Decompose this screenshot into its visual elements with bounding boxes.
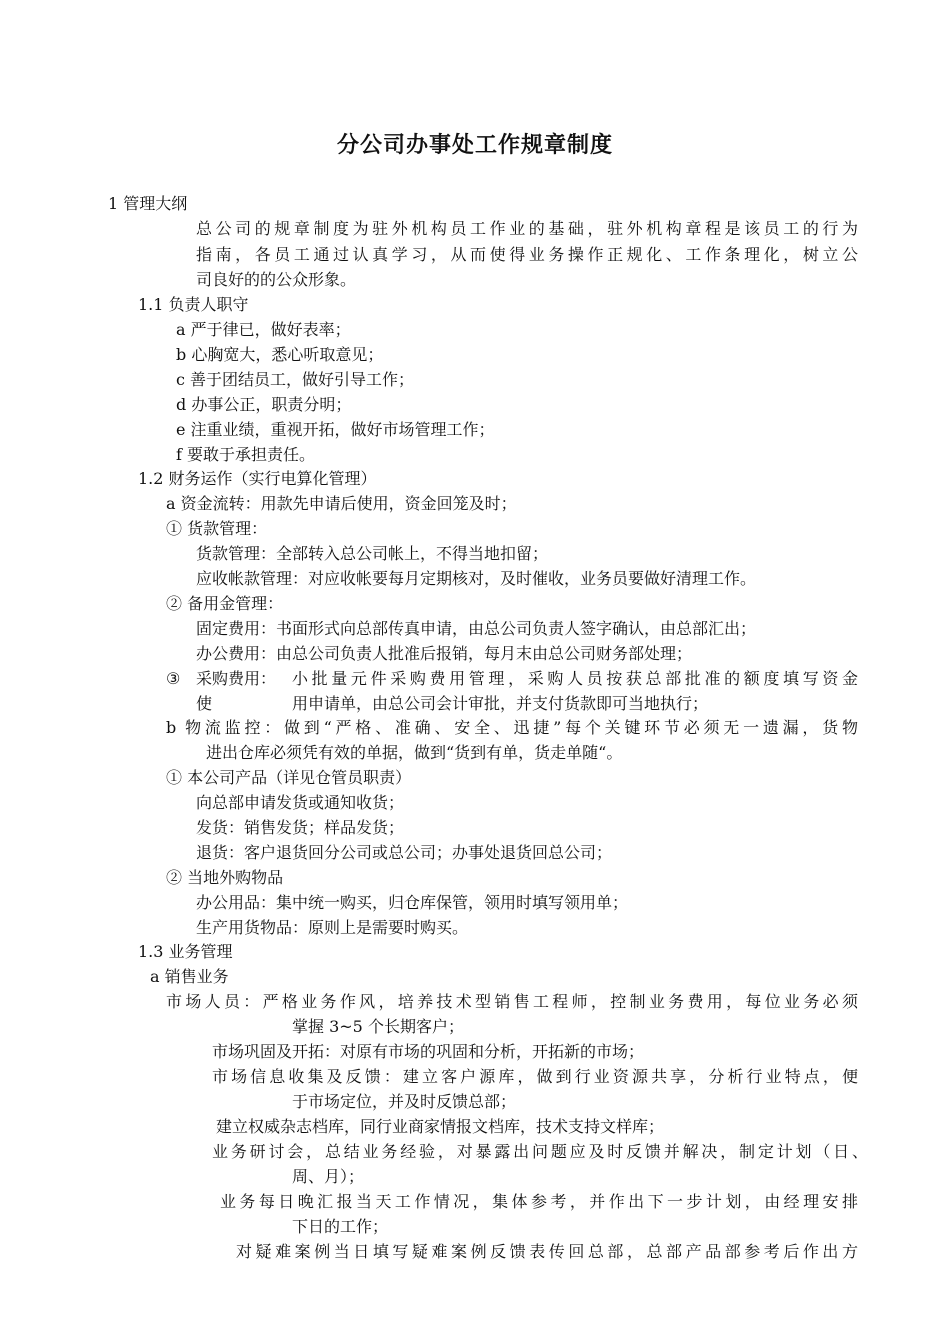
payment-mgmt-line-1: 货款管理：全部转入总公司帐上，不得当地扣留； — [196, 544, 549, 563]
sales-line-4: 市场信息收集及反馈：建立客户源库，做到行业资源共享，分析行业特点，便 — [212, 1067, 858, 1086]
reserve-fund-line-2: 办公费用：由总公司负责人批准后报销，每月末由总公司财务部处理； — [196, 644, 693, 663]
document-title: 分公司办事处工作规章制度 — [336, 132, 613, 158]
sales-line-10: 下日的工作； — [292, 1217, 389, 1236]
duty-item-a: a 严于律已，做好表率； — [176, 320, 351, 339]
intro-line-1: 总公司的规章制度为驻外机构员工作业的基础，驻外机构章程是该员工的行为 — [196, 219, 858, 238]
sales-line-2: 掌握 3~5 个长期客户； — [292, 1017, 464, 1036]
section-1-3-heading: 1.3 业务管理 — [138, 942, 233, 961]
duty-item-f: f 要敢于承担责任。 — [176, 445, 316, 464]
finance-item-a: a 资金流转：用款先申请后使用，资金回笼及时； — [166, 494, 517, 513]
own-products-line-1: 向总部申请发货或通知收货； — [196, 793, 405, 812]
purchase-label: 采购费用： — [196, 669, 277, 688]
section-1-heading: 1 管理大纲 — [108, 194, 188, 213]
duty-item-d: d 办事公正，职责分明； — [176, 395, 352, 414]
local-purchase-line-1: 办公用品：集中统一购买，归仓库保管，领用时填写领用单； — [196, 893, 629, 912]
purchase-line-1: 小批量元件采购费用管理，采购人员按获总部批准的额度填写资金 — [292, 669, 858, 688]
own-products-label: ① 本公司产品（详见仓管员职责） — [166, 768, 412, 787]
sales-item-a: a 销售业务 — [150, 967, 229, 986]
own-products-line-2: 发货：销售发货；样品发货； — [196, 818, 405, 837]
intro-line-2: 指南，各员工通过认真学习，从而使得业务操作正规化、工作条理化，树立公 — [196, 245, 858, 264]
intro-line-3: 司良好的的公众形象。 — [196, 270, 357, 289]
duty-item-b: b 心胸宽大，悉心听取意见； — [176, 345, 384, 364]
sales-line-3: 市场巩固及开拓：对原有市场的巩固和分析，开拓新的市场； — [212, 1042, 645, 1061]
local-purchase-label: ② 当地外购物品 — [166, 868, 284, 887]
duty-item-c: c 善于团结员工，做好引导工作； — [176, 370, 415, 389]
reserve-fund-line-1: 固定费用：书面形式向总部传真申请，由总公司负责人签字确认，由总部汇出； — [196, 619, 757, 638]
reserve-fund-label: ② 备用金管理： — [166, 594, 284, 613]
section-1-1-heading: 1.1 负责人职守 — [138, 295, 249, 314]
logistics-line-2: 进出仓库必须凭有效的单据，做到“货到有单，货走单随“。 — [206, 743, 623, 762]
duty-item-e: e 注重业绩，重视开拓，做好市场管理工作； — [176, 420, 495, 439]
sales-line-11: 对疑难案例当日填写疑难案例反馈表传回总部，总部产品部参考后作出方 — [236, 1242, 858, 1261]
logistics-line-1: b 物流监控：做到“严格、准确、安全、迅捷”每个关键环节必须无一遗漏，货物 — [166, 718, 858, 737]
sales-line-5: 于市场定位，并及时反馈总部； — [292, 1092, 517, 1111]
sales-line-9: 业务每日晚汇报当天工作情况，集体参考，并作出下一步计划，由经理安排 — [220, 1192, 858, 1211]
purchase-marker: ③ — [166, 669, 181, 688]
purchase-line-2: 用申请单，由总公司会计审批，并支付货款即可当地执行； — [292, 694, 709, 713]
purchase-label-tail: 使 — [196, 694, 213, 713]
sales-line-8: 周、月）； — [292, 1167, 365, 1186]
section-1-2-heading: 1.2 财务运作（实行电算化管理） — [138, 469, 377, 488]
sales-line-6: 建立权威杂志档库，同行业商家情报文档库，技术支持文样库； — [216, 1117, 665, 1136]
payment-mgmt-line-2: 应收帐款管理：对应收帐要每月定期核对，及时催收，业务员要做好清理工作。 — [196, 569, 757, 588]
own-products-line-3: 退货：客户退货回分公司或总公司；办事处退货回总公司； — [196, 843, 613, 862]
local-purchase-line-2: 生产用货物品：原则上是需要时购买。 — [196, 918, 469, 937]
payment-mgmt-label: ① 货款管理： — [166, 519, 268, 538]
sales-line-1: 市场人员：严格业务作风，培养技术型销售工程师，控制业务费用，每位业务必须 — [166, 992, 858, 1011]
sales-line-7: 业务研讨会，总结业务经验，对暴露出问题应及时反馈并解决，制定计划（日、 — [212, 1142, 868, 1161]
